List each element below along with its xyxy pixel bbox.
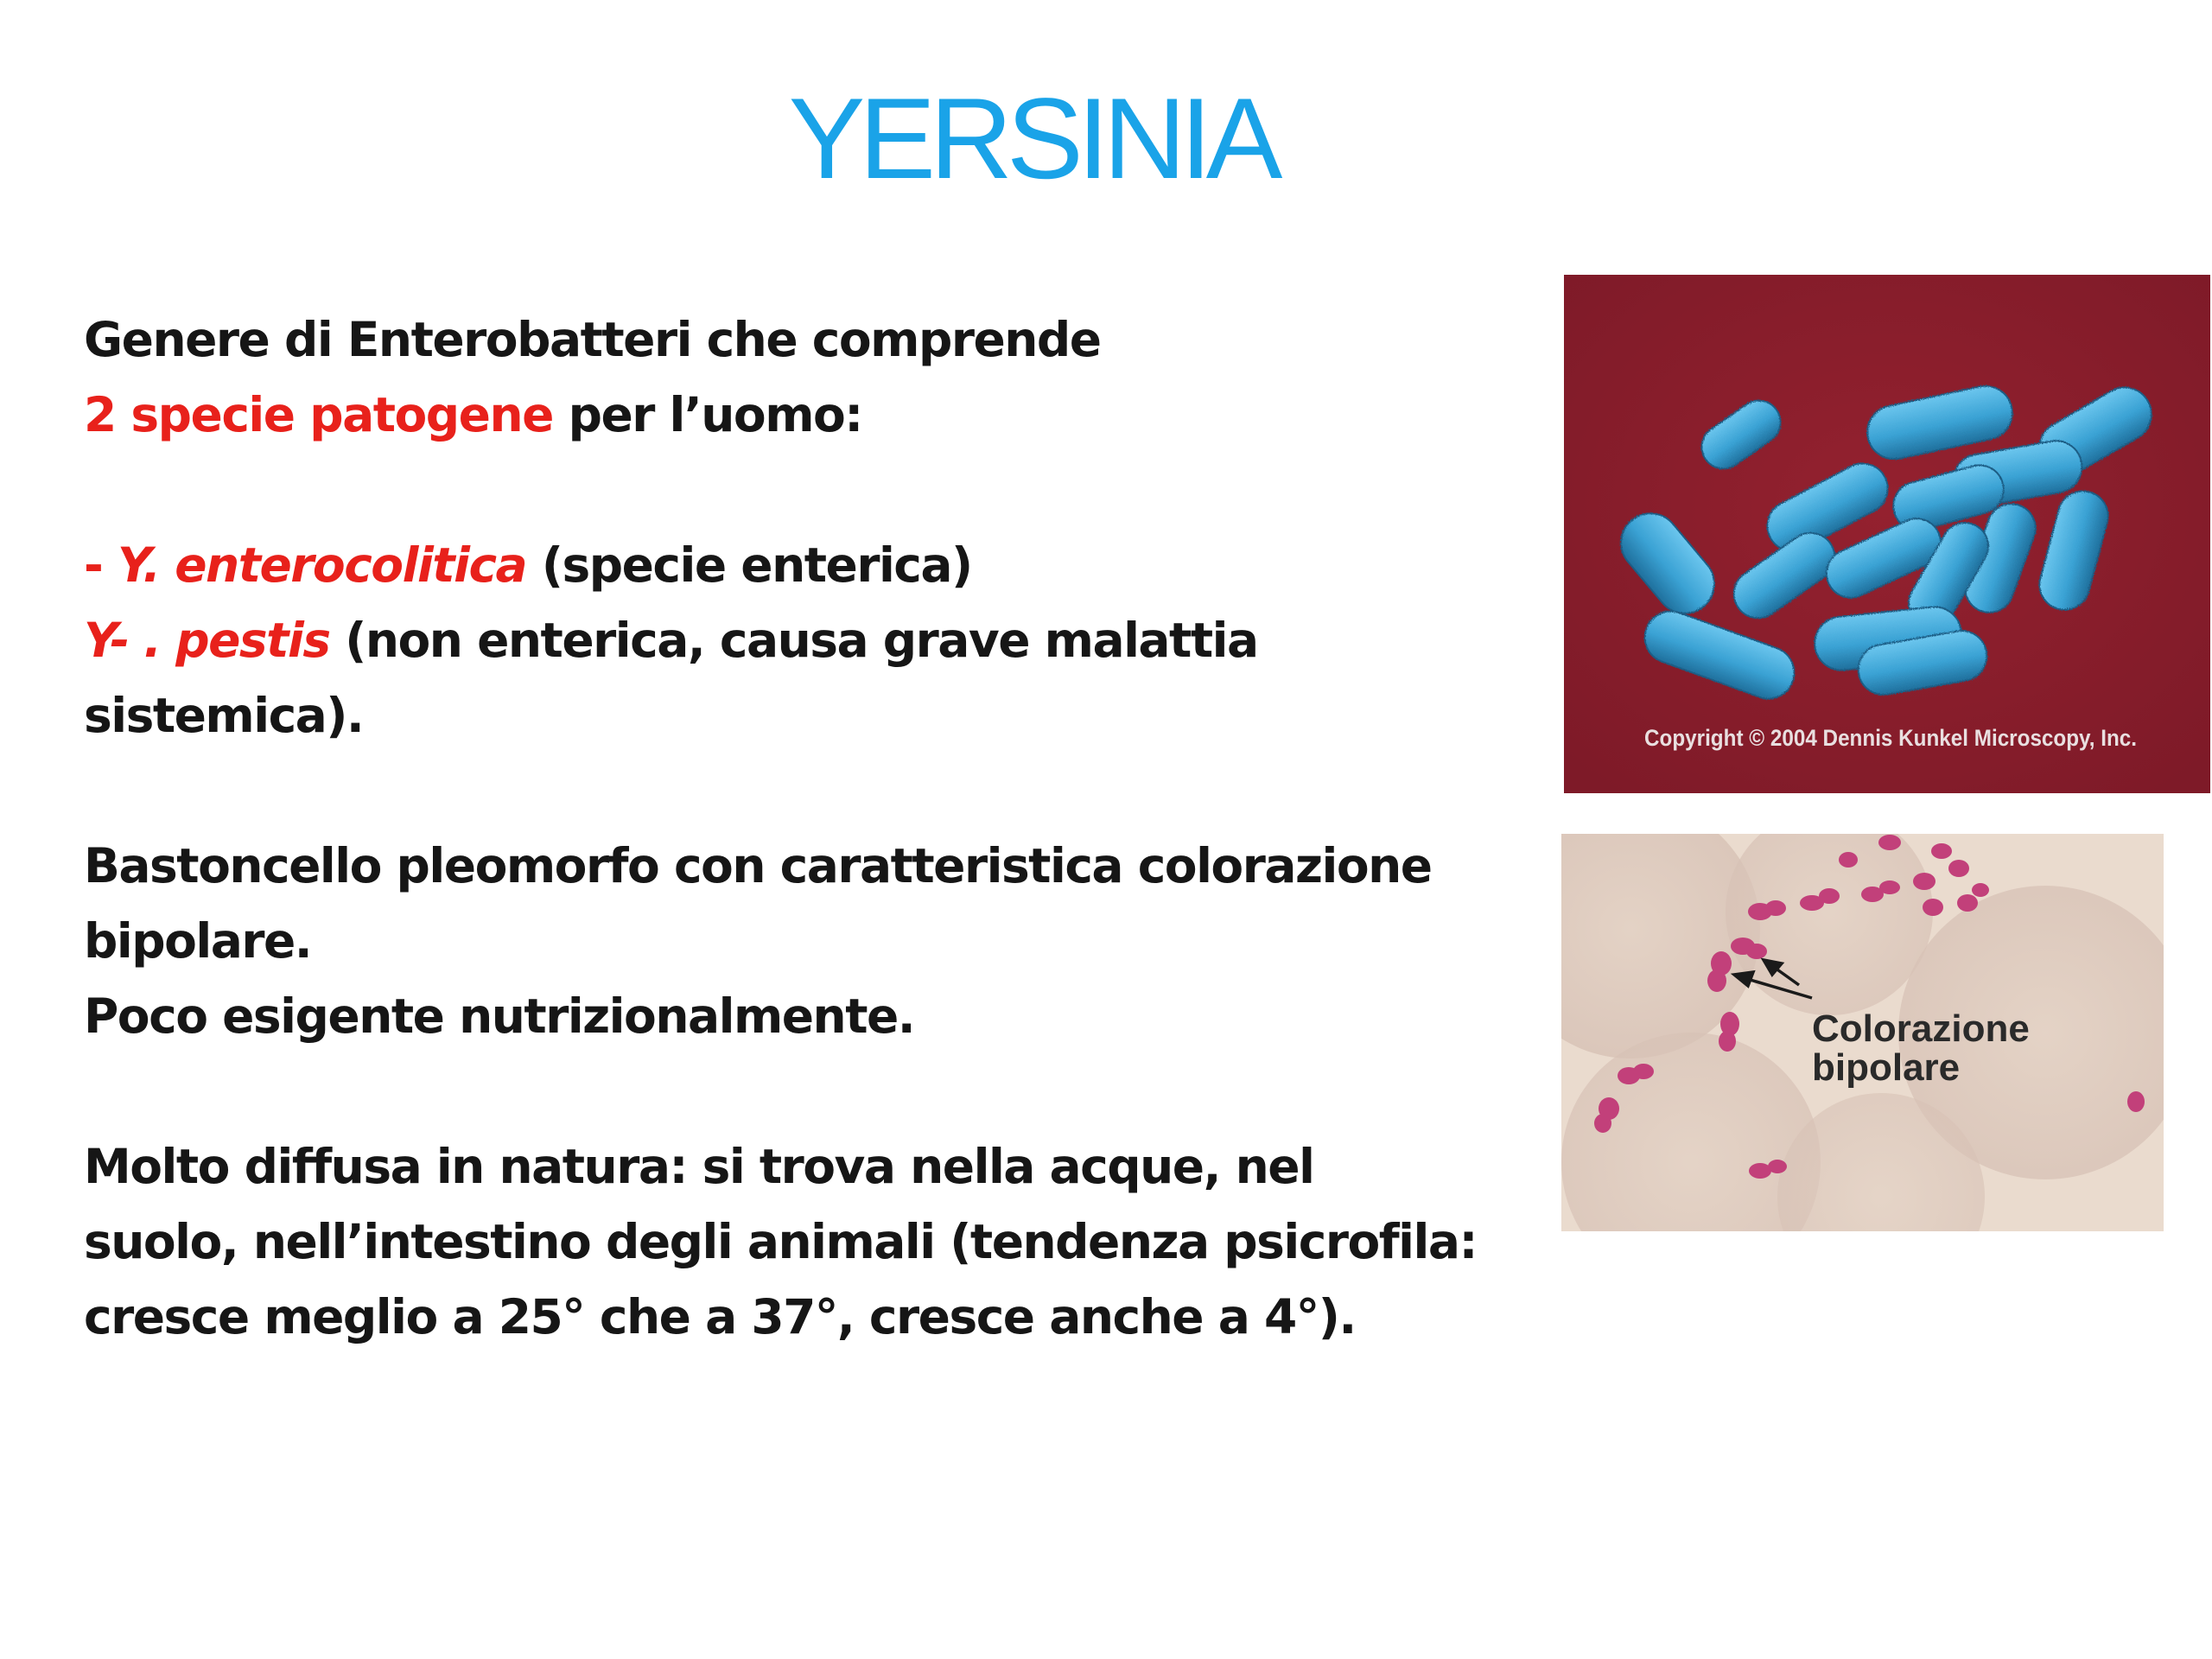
bipolar-stain-image (1561, 834, 2164, 1231)
species-1-note: (specie enterica) (526, 537, 972, 593)
habitat-line-3: cresce meglio a 25° che a 37°, cresce anche a 4°). (84, 1289, 1356, 1344)
species-2-note: (non enterica, causa grave malattia (329, 613, 1258, 668)
species-1-name: Y. enterocolitica (117, 537, 527, 593)
intro-line-1: Genere di Enterobatteri che comprende (84, 312, 1101, 367)
slide-title: YERSINIA (788, 75, 1277, 203)
morphology-line-1: Bastoncello pleomorfo con caratteristica colorazione (84, 838, 1432, 893)
bipolar-label-line-1: Colorazione (1812, 1007, 2030, 1050)
morphology-line-3: Poco esigente nutrizionalmente. (84, 988, 915, 1044)
morphology-line-2: bipolare. (84, 913, 312, 969)
intro-line-2 (84, 378, 1535, 453)
intro-line-2-rest: per l’uomo: (552, 387, 862, 442)
species-2-name: Y- . pestis (84, 613, 330, 668)
sem-micrograph-figure (1564, 275, 2210, 793)
habitat-line-2: suolo, nell’intestino degli animali (tendenza psicrofila: (84, 1214, 1477, 1269)
slide-body (84, 302, 1535, 1355)
habitat-line-1: Molto diffusa in natura: si trova nella acque, nel (84, 1139, 1314, 1194)
species-item-2-cont: sistemica). (84, 688, 364, 743)
species-1-prefix: - (84, 537, 118, 593)
pathogen-count-highlight: 2 specie patogene (84, 387, 553, 442)
bipolar-label-line-2: bipolare (1812, 1046, 1961, 1089)
sem-copyright: Copyright © 2004 Dennis Kunkel Microscopy, Inc. (1644, 725, 2137, 751)
species-item-1 (84, 528, 1535, 603)
sem-micrograph-image (1564, 275, 2210, 793)
bipolar-stain-figure (1561, 834, 2164, 1231)
species-item-2 (84, 603, 1535, 678)
